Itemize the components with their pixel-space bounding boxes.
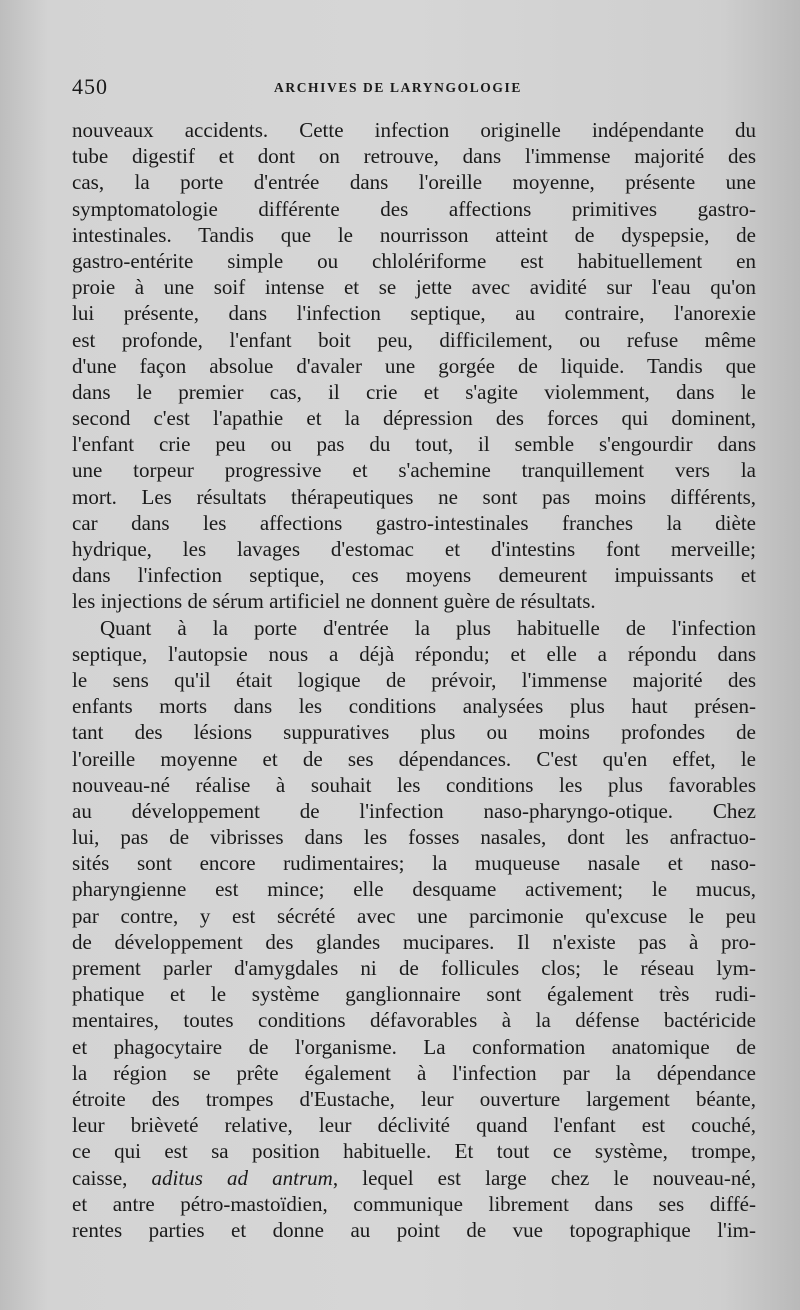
text-line: sités sont encore rudimentaires; la muqueuse nasale et naso- <box>72 851 756 876</box>
text-line: la région se prête également à l'infection par la dépendance <box>72 1060 756 1085</box>
body-text <box>72 117 756 1243</box>
text-line: mentaires, toutes conditions défavorables à la défense bactéricide <box>72 1008 756 1033</box>
text-line: gastro-entérite simple ou chlolériforme est habituellement en <box>72 248 756 273</box>
paragraph-start-line: Quant à la porte d'entrée la plus habituelle de l'infection <box>100 615 756 640</box>
text-line: le sens qu'il était logique de prévoir, l'immense majorité des <box>72 667 756 692</box>
text-line: pharyngienne est mince; elle desquame activement; le mucus, <box>72 877 756 902</box>
text-line: cas, la porte d'entrée dans l'oreille moyenne, présente une <box>72 170 756 195</box>
text-line: proie à une soif intense et se jette avec avidité sur l'eau qu'on <box>72 275 756 300</box>
text-line: nouveau-né réalise à souhait les conditions les plus favorables <box>72 772 756 797</box>
text-line: au développement de l'infection naso-pharyngo-otique. Chez <box>72 798 756 823</box>
text-line: de développement des glandes mucipares. Il n'existe pas à pro- <box>72 929 756 954</box>
text-line: enfants morts dans les conditions analysées plus haut présen- <box>72 694 756 719</box>
text-line: dans l'infection septique, ces moyens demeurent impuissants et <box>72 563 756 588</box>
text-line-with-italic <box>72 1165 756 1191</box>
text-line: intestinales. Tandis que le nourrisson atteint de dyspepsie, de <box>72 222 756 247</box>
running-head <box>72 74 752 104</box>
text-line: car dans les affections gastro-intestinales franches la diète <box>72 510 756 535</box>
text-line: l'enfant crie peu ou pas du tout, il semble s'engourdir dans <box>72 432 756 457</box>
text-line: phatique et le système ganglionnaire sont également très rudi- <box>72 982 756 1007</box>
text-line: étroite des trompes d'Eustache, leur ouverture largement béante, <box>72 1086 756 1111</box>
text-line: hydrique, les lavages d'estomac et d'intestins font merveille; <box>72 537 756 561</box>
text-fragment: , lequel est large chez le nouveau-né, <box>332 1165 756 1190</box>
text-line: ce qui est sa position habituelle. Et tout ce système, trompe, <box>72 1139 756 1164</box>
text-line: rentes parties et donne au point de vue topographique l'im- <box>72 1217 756 1242</box>
text-line: dans le premier cas, il crie et s'agite violemment, dans le <box>72 379 756 404</box>
text-line: septique, l'autopsie nous a déjà répondu; et elle a répondu dans <box>72 641 756 666</box>
text-line: les injections de sérum artificiel ne donnent guère de résultats. <box>72 589 596 614</box>
text-line: nouveaux accidents. Cette infection originelle indépendante du <box>72 118 756 142</box>
text-line: second c'est l'apathie et la dépression des forces qui dominent, <box>72 406 756 431</box>
text-line: d'une façon absolue d'avaler une gorgée de liquide. Tandis que <box>72 353 756 378</box>
text-line: tant des lésions suppuratives plus ou moins profondes de <box>72 720 756 745</box>
text-line: leur brièveté relative, leur déclivité quand l'enfant est couché, <box>72 1113 756 1138</box>
text-line: mort. Les résultats thérapeutiques ne sont pas moins différents, <box>72 484 756 509</box>
text-line: est profonde, l'enfant boit peu, difficilement, ou refuse même <box>72 327 756 352</box>
text-fragment: caisse, <box>72 1165 152 1190</box>
page-number: 450 <box>72 74 108 99</box>
journal-title: ARCHIVES DE LARYNGOLOGIE <box>274 80 522 95</box>
text-line: l'oreille moyenne et de ses dépendances. C'est qu'en effet, le <box>72 746 756 771</box>
text-line: lui présente, dans l'infection septique, au contraire, l'anorexie <box>72 301 756 326</box>
italic-phrase: aditus ad antrum <box>151 1165 333 1190</box>
text-line: une torpeur progressive et s'achemine tranquillement vers la <box>72 458 756 483</box>
text-line: par contre, y est sécrété avec une parcimonie qu'excuse le peu <box>72 903 756 928</box>
text-line: prement parler d'amygdales ni de follicules clos; le réseau lym- <box>72 956 756 980</box>
text-line: et phagocytaire de l'organisme. La conformation anatomique de <box>72 1034 756 1059</box>
text-line: tube digestif et dont on retrouve, dans l'immense majorité des <box>72 144 756 169</box>
text-line: symptomatologie différente des affections primitives gastro- <box>72 196 756 221</box>
text-line: lui, pas de vibrisses dans les fosses nasales, dont les anfractuo- <box>72 825 756 850</box>
text-line: et antre pétro-mastoïdien, communique librement dans ses diffé- <box>72 1191 756 1216</box>
